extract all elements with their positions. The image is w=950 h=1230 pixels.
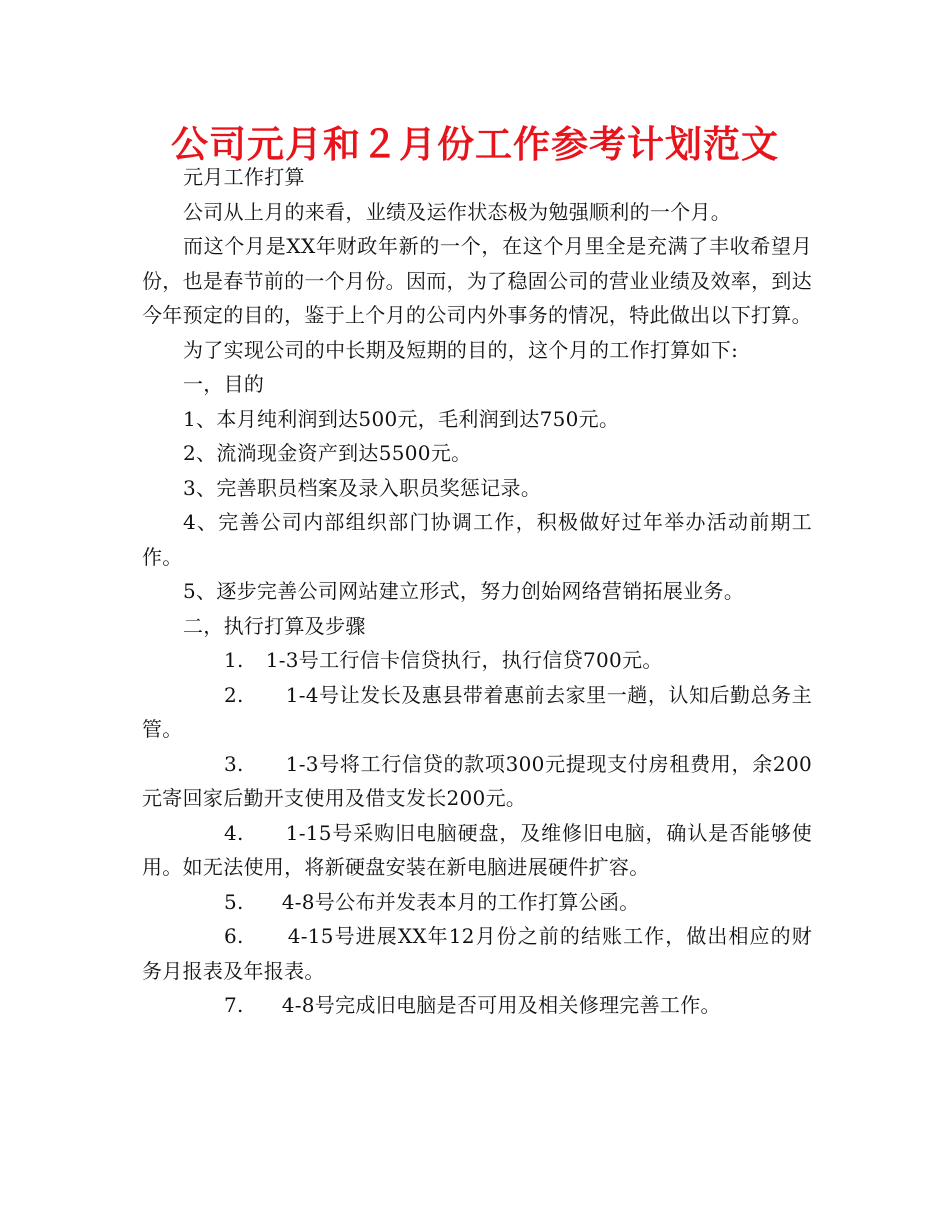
section-heading-steps: 二，执行打算及步骤 — [183, 613, 366, 638]
paragraph-last-month: 公司从上月的来看，业绩及运作状态极为勉强顺利的一个月。 — [183, 199, 732, 224]
goal-item: 4、完善公司内部组织部门协调工作，积极做好过年举办活动前期工作。 — [142, 510, 812, 569]
goal-item: 5、逐步完善公司网站建立形式，努力创始网络营销拓展业务。 — [183, 579, 745, 603]
goal-item: 1、本月纯利润到达500元，毛利润到达750元。 — [183, 406, 620, 431]
step-item — [142, 885, 812, 920]
paragraph-this-month: 而这个月是XX年财政年新的一个，在这个月里全是充满了丰收希望月份，也是春节前的一个月份。因而，为了稳固公司的营业业绩及效率，到达今年预定的目的，鉴于上个月的公司内外事务的情况，特此做出以下打算。 — [142, 234, 812, 327]
section-heading-goals: 一，目的 — [183, 372, 265, 396]
document-body — [142, 160, 812, 1023]
step-item — [142, 643, 812, 678]
step-item — [142, 747, 812, 816]
step-number: 5. — [224, 889, 244, 914]
goal-item: 3、完善职员档案及录入职员奖惩记录。 — [183, 475, 542, 500]
step-number: 3. — [224, 751, 244, 776]
step-text: 1-3号将工行信贷的款项300元提现支付房租费用，余200元寄回家后勤开支使用及借支发长200元。 — [142, 751, 812, 810]
step-number: 6. — [224, 924, 244, 948]
step-text: 1-15号采购旧电脑硬盘，及维修旧电脑，确认是否能够使用。如无法使用，将新硬盘安装在新电脑进展硬件扩容。 — [142, 820, 812, 879]
step-item — [142, 816, 812, 885]
step-item — [142, 678, 812, 747]
step-number: 4. — [224, 820, 244, 845]
goal-item: 2、流淌现金资产到达5500元。 — [183, 441, 472, 465]
step-text: 1-3号工行信卡信贷执行，执行信贷700元。 — [265, 648, 663, 672]
step-item — [142, 988, 812, 1023]
step-number: 1. — [224, 648, 244, 672]
paragraph-intro-plan: 为了实现公司的中长期及短期的目的，这个月的工作打算如下: — [183, 337, 739, 362]
paragraph-heading-plan: 元月工作打算 — [183, 165, 305, 189]
step-text: 4-8号完成旧电脑是否可用及相关修理完善工作。 — [281, 993, 721, 1017]
step-number: 2. — [224, 682, 244, 707]
step-number: 7. — [224, 993, 244, 1017]
step-item — [142, 919, 812, 988]
step-text: 4-15号进展XX年12月份之前的结账工作，做出相应的财务月报表及年报表。 — [142, 924, 812, 983]
step-text: 4-8号公布并发表本月的工作打算公函。 — [281, 889, 640, 914]
step-text: 1-4号让发长及惠县带着惠前去家里一趟，认知后勤总务主管。 — [142, 682, 812, 741]
document-title: 公司元月和２月份工作参考计划范文 — [171, 123, 779, 166]
